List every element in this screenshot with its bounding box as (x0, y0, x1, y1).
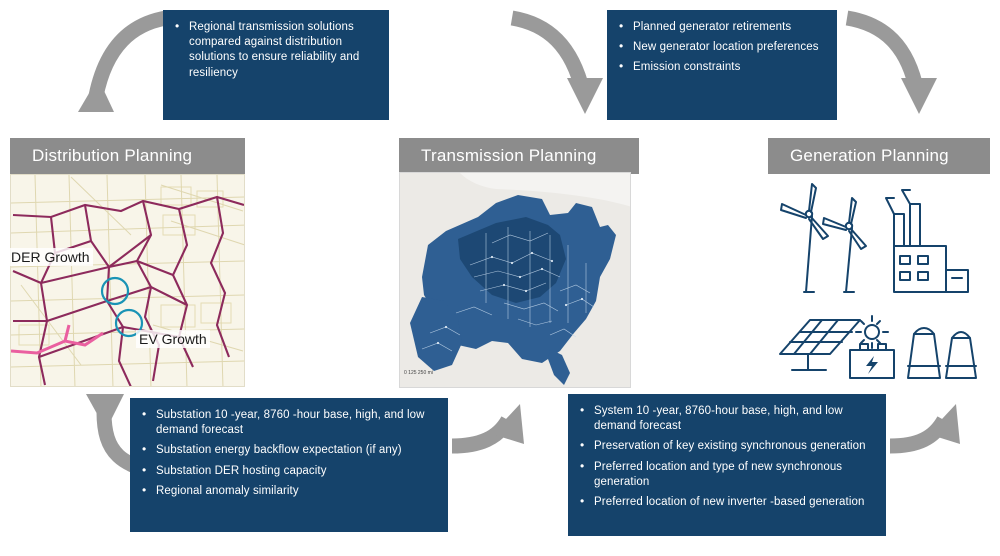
battery-storage-icon (850, 344, 894, 378)
map-scale-bar: 0 125 250 mi (404, 370, 433, 376)
callout-transmission-vs-distribution (163, 10, 389, 120)
callout-item: • Substation 10 -year, 8760 -hour base, high, and low demand forecast (140, 408, 436, 438)
section-header-transmission (399, 138, 639, 174)
callout-item: • Substation energy backflow expectation (if any) (140, 443, 436, 458)
feeder-map-graphic (11, 175, 245, 387)
callout-item: • Emission constraints (617, 60, 825, 75)
distribution-feeder-map (10, 174, 245, 387)
callout-item: • Regional transmission solutions compared against distribution solutions to ensure reliability and resiliency (173, 20, 377, 81)
callout-generation-inputs (607, 10, 837, 120)
callout-item: • System 10 -year, 8760-hour base, high, and low demand forecast (578, 404, 874, 434)
us-map-graphic (400, 173, 631, 388)
section-title: Generation Planning (790, 146, 949, 165)
arrow-top-middle (512, 18, 603, 114)
callout-substation-inputs (130, 398, 448, 532)
der-growth-label: DER Growth (8, 248, 93, 266)
wind-turbine-icon (823, 198, 866, 292)
callout-item: • Preferred location and type of new synchronous generation (578, 460, 874, 490)
section-title: Transmission Planning (421, 146, 597, 165)
section-header-distribution (10, 138, 245, 174)
arrow-top-right (847, 18, 937, 114)
section-title: Distribution Planning (32, 146, 193, 165)
transmission-system-map (399, 172, 631, 388)
callout-item: • Regional anomaly similarity (140, 484, 436, 499)
generation-icons-graphic (768, 174, 990, 387)
solar-panel-icon (780, 320, 860, 370)
ev-growth-label: EV Growth (136, 330, 210, 348)
callout-item: • Planned generator retirements (617, 20, 825, 35)
arrow-bottom-middle (452, 404, 524, 446)
industrial-plant-icon (886, 190, 968, 292)
callout-system-inputs (568, 394, 886, 536)
arrow-top-left (78, 18, 166, 112)
callout-item: • New generator location preferences (617, 40, 825, 55)
wind-turbine-icon (781, 184, 828, 292)
callout-item: • Substation DER hosting capacity (140, 464, 436, 479)
nuclear-plant-icon (908, 328, 976, 378)
callout-item: • Preferred location of new inverter -based generation (578, 495, 874, 510)
callout-item: • Preservation of key existing synchronous generation (578, 439, 874, 454)
generation-icon-group (768, 174, 990, 387)
arrow-bottom-right (890, 404, 960, 446)
section-header-generation (768, 138, 990, 174)
